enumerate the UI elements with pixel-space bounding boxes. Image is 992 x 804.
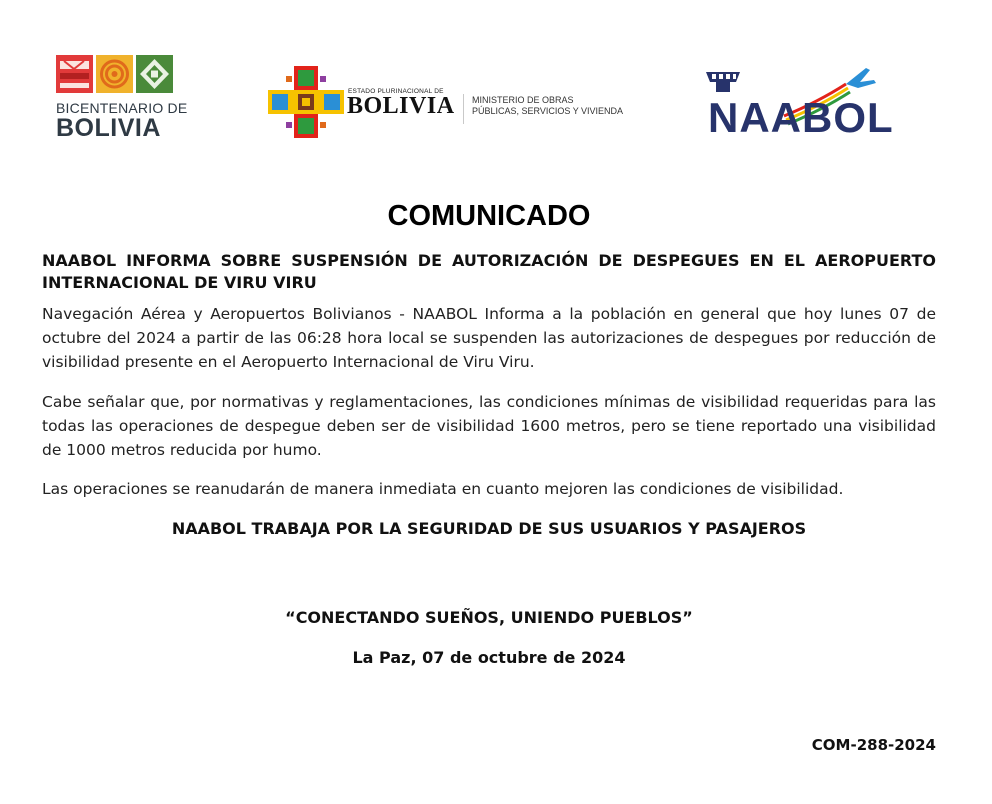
estado-separator [463, 94, 464, 124]
chakana-emblem-icon [268, 66, 344, 138]
paragraph-1: Navegación Aérea y Aeropuertos Bolivianos - NAABOL Informa a la población en general que hoy lunes 07 de octubre del 2024 a partir de las 06:28 hora local se suspenden las autorizaciones de despegues por reducción de visibilidad presente en el Aeropuerto Internacional de Viru Viru. [42, 305, 936, 371]
ministry-line1: MINISTERIO DE OBRAS [472, 95, 574, 105]
naabol-logo [700, 58, 900, 144]
header-logos [0, 0, 992, 180]
slogan: “CONECTANDO SUEÑOS, UNIENDO PUEBLOS” [285, 608, 693, 627]
bicentenario-emblem [56, 55, 188, 93]
estado-top-line: ESTADO PLURINACIONAL DE [348, 88, 444, 95]
motto: NAABOL TRABAJA POR LA SEGURIDAD DE SUS USUARIOS Y PASAJEROS [171, 519, 807, 538]
ministry-line2: PÚBLICAS, SERVICIOS Y VIVIENDA [472, 106, 624, 116]
bicentenario-tile-green [136, 55, 173, 93]
place-date: La Paz, 07 de octubre de 2024 [352, 648, 626, 667]
naabol-wordmark: NAABOL [708, 94, 894, 141]
bicentenario-tile-yellow [96, 55, 133, 93]
bicentenario-line1: BICENTENARIO DE [56, 100, 188, 116]
document-headline: NAABOL INFORMA SOBRE SUSPENSIÓN DE AUTORIZACIÓN DE DESPEGUES EN EL AEROPUERTO INTERNACIONAL DE VIRU VIRU [42, 251, 936, 292]
document-code: COM-288-2024 [811, 736, 936, 754]
paragraph-3: Las operaciones se reanudarán de manera inmediata en cuanto mejoren las condiciones de visibilidad. [42, 480, 844, 498]
bicentenario-line2: BOLIVIA [56, 114, 161, 142]
communique-body [42, 196, 936, 667]
document-title: COMUNICADO [387, 200, 591, 232]
bicentenario-logo [56, 55, 188, 147]
paragraph-2: Cabe señalar que, por normativas y reglamentaciones, las condiciones mínimas de visibilidad requeridas para las todas las operaciones de despegue deben ser de visibilidad 1600 metros, pero se tiene reportado una visibilidad de 1000 metros reducida por humo. [42, 392, 936, 459]
bicentenario-tile-red [56, 55, 93, 93]
estado-name: BOLIVIA [347, 93, 455, 119]
estado-plurinacional-logo [268, 66, 648, 142]
